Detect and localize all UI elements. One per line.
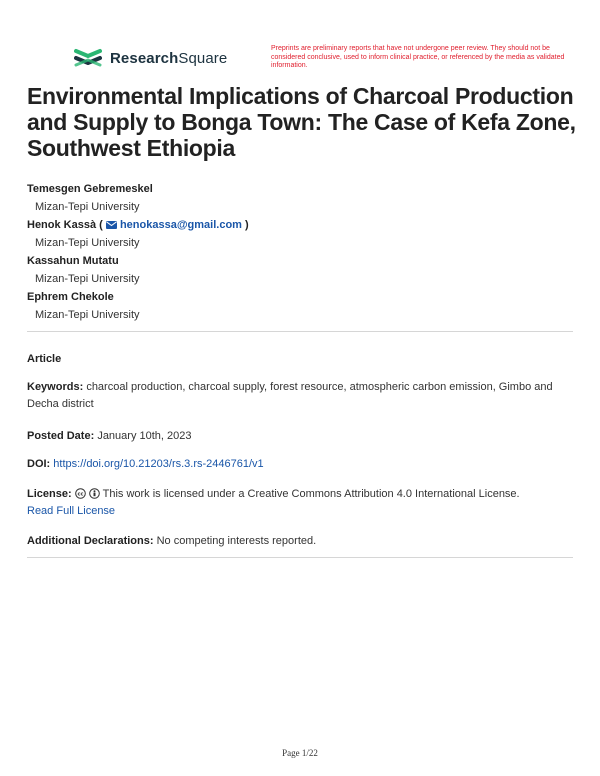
license-label: License:: [27, 488, 72, 500]
keywords-section: [27, 379, 567, 413]
svg-text:cc: cc: [77, 491, 84, 498]
author-affiliation: Mizan-Tepi University: [35, 309, 140, 321]
author-name: Henok Kassà: [27, 219, 97, 231]
article-type: [27, 351, 567, 368]
declarations-value: No competing interests reported.: [156, 535, 317, 547]
preprint-notice: Preprints are preliminary reports that have not undergone peer review. They should not be considered conclusive, used to inform clinical practice, or referenced by the media as validated information.: [271, 45, 565, 69]
logo-wordmark: [110, 50, 227, 67]
author-affiliation: Mizan-Tepi University: [35, 237, 140, 249]
article-type-label: Article: [27, 353, 62, 365]
author-list: [27, 180, 577, 324]
envelope-icon: [106, 221, 117, 229]
doi-section: [27, 456, 567, 473]
divider-top: [27, 331, 573, 332]
page-number: Page 1/22: [282, 748, 318, 758]
creative-commons-icon: [75, 488, 86, 499]
paper-title: Environmental Implications of Charcoal Production and Supply to Bonga Town: The Case of Kefa Zone, Southwest Ethiopia: [27, 83, 576, 161]
declarations-label: Additional Declarations:: [27, 535, 154, 547]
keywords-value: charcoal production, charcoal supply, forest resource, atmospheric carbon emission, Gimbo and Decha district: [27, 381, 553, 410]
logo-text-bold: Research: [110, 49, 179, 67]
author-name: Kassahun Mutatu: [27, 255, 119, 267]
license-text: This work is licensed under a Creative Commons Attribution 4.0 International License.: [102, 488, 520, 500]
declarations-section: [27, 533, 567, 550]
doi-label: DOI:: [27, 458, 51, 470]
author-affiliation: Mizan-Tepi University: [35, 273, 140, 285]
logo-mark-icon: [74, 47, 102, 69]
posted-date-label: Posted Date:: [27, 430, 95, 442]
divider-bottom: [27, 557, 573, 558]
email-open-paren: (: [99, 219, 106, 231]
license-section: [27, 486, 567, 520]
author-name: Temesgen Gebremeskel: [27, 183, 153, 195]
email-close-paren: ): [245, 219, 249, 231]
posted-date-value: January 10th, 2023: [97, 430, 192, 442]
author-email-link[interactable]: henokassa@gmail.com: [119, 219, 242, 231]
author-name-with-email: [27, 216, 577, 234]
author-name: Ephrem Chekole: [27, 291, 114, 303]
research-square-logo[interactable]: [74, 47, 227, 69]
posted-date-section: [27, 428, 567, 445]
attribution-icon: [89, 488, 100, 499]
doi-link[interactable]: https://doi.org/10.21203/rs.3.rs-2446761/v1: [53, 458, 264, 470]
logo-text-light: Square: [178, 49, 228, 67]
keywords-label: Keywords:: [27, 381, 84, 393]
author-affiliation: Mizan-Tepi University: [35, 201, 140, 213]
read-full-license-link[interactable]: Read Full License: [27, 505, 116, 517]
